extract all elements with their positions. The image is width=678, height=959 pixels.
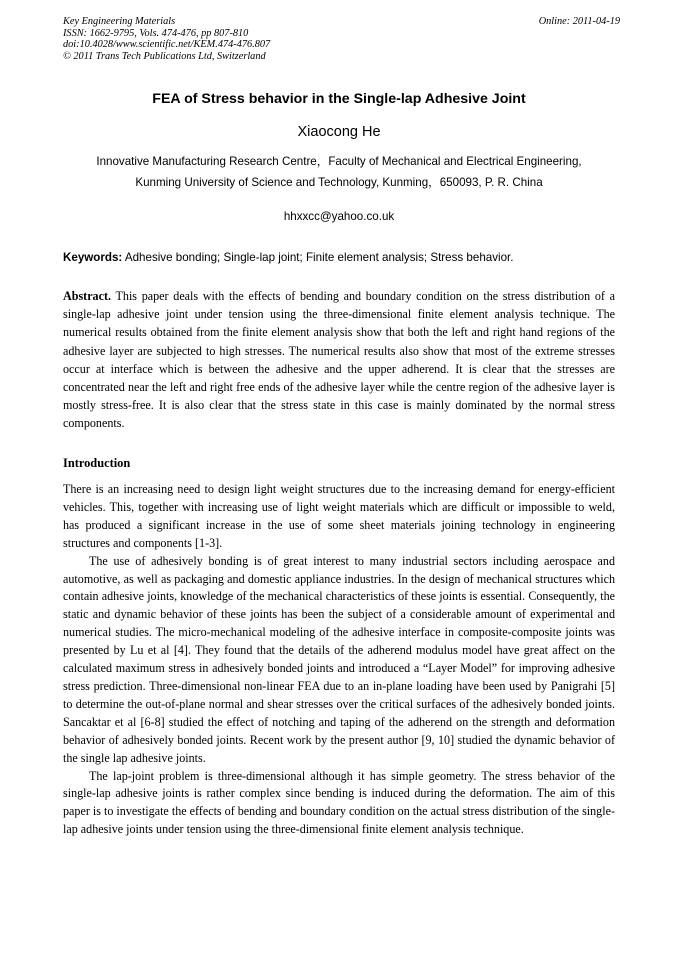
affiliation-line: Innovative Manufacturing Research Centre，Faculty of Mechanical and Electrical Engineering, bbox=[96, 155, 582, 168]
abstract-label: Abstract. bbox=[63, 289, 112, 303]
paragraph: The lap-joint problem is three-dimensional although it has simple geometry. The stress behavior of the single-lap adhesive joints is rather complex since bending is induced during the deformation. The aim of this paper is to investigate the effects of bending and boundary condition on the actual stress distribution of the single-lap adhesive joints under tension using the three-dimensional finite element analysis technique. bbox=[63, 768, 615, 837]
paper-author: Xiaocong He bbox=[297, 124, 381, 140]
keywords bbox=[63, 251, 615, 264]
online-date: Online: 2011-04-19 bbox=[538, 16, 620, 27]
keywords-label: Keywords: bbox=[63, 251, 123, 264]
journal-copyright: © 2011 Trans Tech Publications Ltd, Switzerland bbox=[63, 50, 266, 62]
author-affiliation bbox=[63, 151, 615, 193]
keywords-text: Adhesive bonding; Single-lap joint; Finite element analysis; Stress behavior. bbox=[122, 251, 514, 264]
paper-title: FEA of Stress behavior in the Single-lap Adhesive Joint bbox=[152, 91, 526, 107]
journal-doi[interactable]: doi:10.4028/www.scientific.net/KEM.474-476.807 bbox=[63, 39, 271, 51]
affiliation-line: Kunming University of Science and Technology, Kunming，650093, P. R. China bbox=[135, 176, 543, 189]
paragraph: There is an increasing need to design light weight structures due to the increasing demand for energy-efficient vehicles. This, together with increasing use of light weight materials which are difficult or impossible to weld, has produced a significant increase in the use of some sheet materials joining technology in engineering structures and components [1-3]. bbox=[63, 482, 615, 550]
journal-issn: ISSN: 1662-9795, Vols. 474-476, pp 807-810 bbox=[63, 27, 249, 39]
abstract bbox=[63, 287, 615, 433]
section-heading-introduction: Introduction bbox=[63, 456, 131, 470]
journal-name: Key Engineering Materials bbox=[63, 16, 176, 27]
abstract-text: This paper deals with the effects of bending and boundary condition on the stress distribution of a single-lap adhesive joint under tension using the three-dimensional finite element analysis technique. The numerical results obtained from the finite element analysis show that both the left and right hand regions of the adhesive layer are subjected to high stresses. The numerical results also show that most of the extreme stresses occur at interface which is between the adhesive and the upper adherend. It is clear that the stresses are concentrated near the left and right free ends of the adhesive layer while the centre region of the adhesive layer is mostly stress-free. It is also clear that the stress state in this case is mainly dominated by the normal stress components. bbox=[63, 289, 615, 431]
introduction-body bbox=[63, 481, 615, 839]
paragraph: The use of adhesively bonding is of great interest to many industrial sectors including aerospace and automotive, as well as packaging and domestic appliance industries. In the design of mechanical structures which contain adhesive joints, knowledge of the mechanical characteristics of these joints is essential. Consequently, the static and dynamic behavior of these joints has been the subject of a considerable amount of experimental and numerical studies. The micro-mechanical modeling of the adhesive interface in composite-composite joints was presented by Lu et al [4]. They found that the details of the adherend modulus model have great affect on the calculated maximum stress in adhesively bonded joints and introduced a “Layer Model” for improving adhesive stress prediction. Three-dimensional non-linear FEA due to an in-plane loading have been used by Panigrahi [5] to determine the out-of-plane normal and shear stresses over the critical surfaces of the adhesively bonded joints. Sancaktar et al [6-8] studied the effect of notching and taping of the adherend on the strength and deformation behavior of adhesively bonded joints. Recent work by the present author [9, 10] studied the dynamic behavior of the single lap adhesive joints. bbox=[63, 553, 615, 765]
author-email[interactable]: hhxxcc@yahoo.co.uk bbox=[283, 210, 395, 223]
